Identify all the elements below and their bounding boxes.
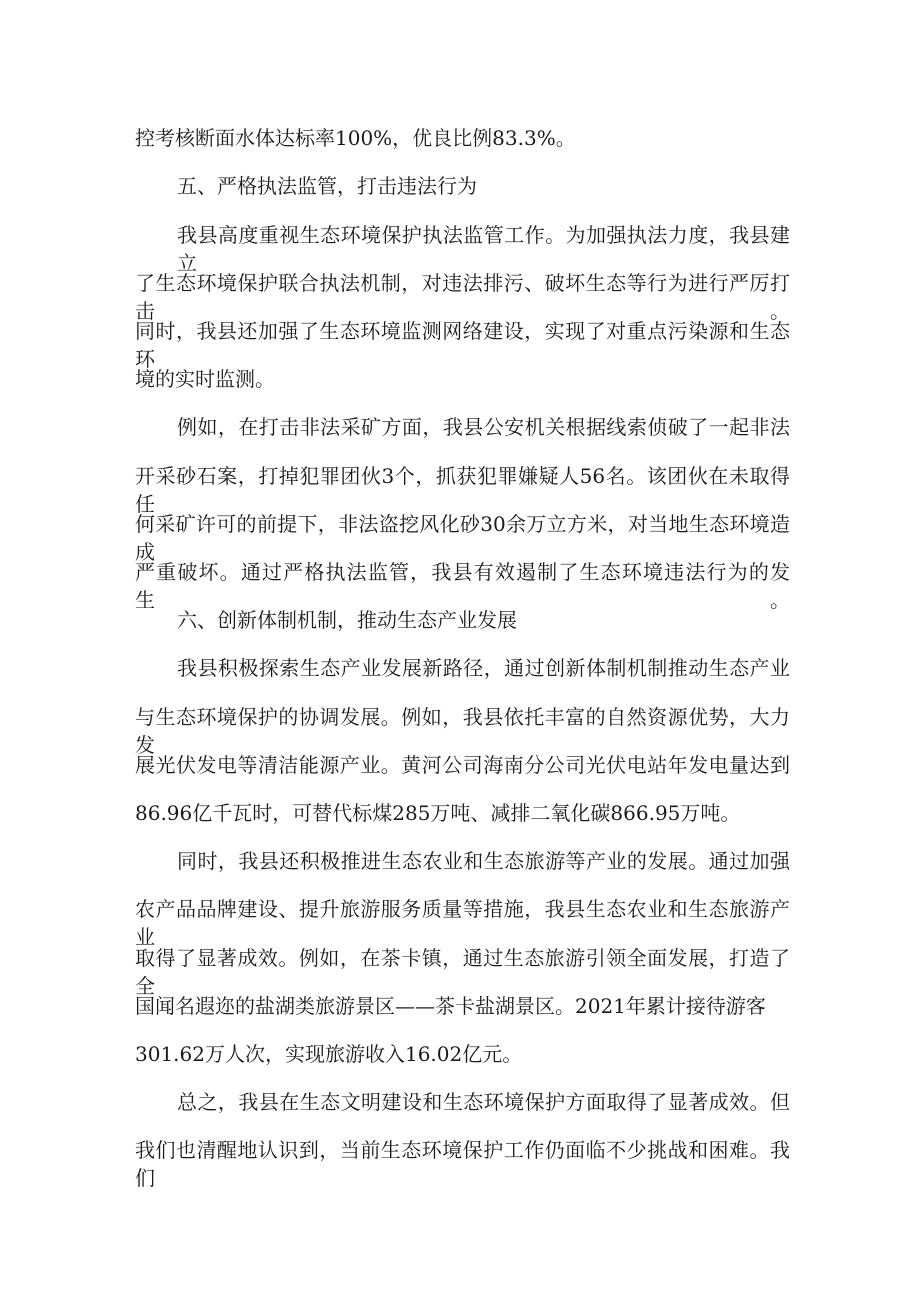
text-line-12: 我县积极探索生态产业发展新路径，通过创新体制机制推动生态产业 <box>177 656 790 680</box>
text-line-4: 了生态环境保护联合执法机制，对违法排污、破坏生态等行为进行严厉打击。 <box>135 271 790 323</box>
text-line-10: 严重破坏。通过严格执法监管，我县有效遏制了生态环境违法行为的发生。 <box>135 560 790 612</box>
text-line-5: 同时，我县还加强了生态环境监测网络建设，实现了对重点污染源和生态环 <box>135 319 790 371</box>
text-line-9: 何采矿许可的前提下，非法盗挖风化砂30余万立方米，对当地生态环境造成 <box>135 512 790 564</box>
text-line-20: 301.62万人次，实现旅游收入16.02亿元。 <box>135 1042 523 1066</box>
text-line-15: 86.96亿千瓦时，可替代标煤285万吨、减排二氧化碳866.95万吨。 <box>135 801 741 825</box>
text-line-13: 与生态环境保护的协调发展。例如，我县依托丰富的自然资源优势，大力发 <box>135 705 790 757</box>
text-line-16: 同时，我县还积极推进生态农业和生态旅游等产业的发展。通过加强 <box>177 849 790 873</box>
text-line-18: 取得了显著成效。例如，在茶卡镇，通过生态旅游引领全面发展，打造了全 <box>135 946 790 998</box>
text-line-19: 国闻名遐迩的盐湖类旅游景区——茶卡盐湖景区。2021年累计接待游客 <box>135 994 766 1018</box>
text-line-8: 开采砂石案，打掉犯罪团伙3个，抓获犯罪嫌疑人56名。该团伙在未取得任 <box>135 464 790 516</box>
text-line-17: 农产品品牌建设、提升旅游服务质量等措施，我县生态农业和生态旅游产业 <box>135 897 790 949</box>
section-heading-5: 五、严格执法监管，打击违法行为 <box>177 174 477 198</box>
text-line-21: 总之，我县在生态文明建设和生态环境保护方面取得了显著成效。但 <box>177 1090 790 1114</box>
text-line-22: 我们也清醒地认识到，当前生态环境保护工作仍面临不少挑战和困难。我们 <box>135 1138 790 1190</box>
text-line-1: 控考核断面水体达标率100%，优良比例83.3%。 <box>135 126 576 150</box>
text-line-6: 境的实时监测。 <box>135 367 275 391</box>
text-line-14: 展光伏发电等清洁能源产业。黄河公司海南分公司光伏电站年发电量达到 <box>135 753 790 777</box>
text-line-7: 例如，在打击非法采矿方面，我县公安机关根据线索侦破了一起非法 <box>177 415 790 439</box>
text-line-3: 我县高度重视生态环境保护执法监管工作。为加强执法力度，我县建立 <box>177 223 790 275</box>
section-heading-6: 六、创新体制机制，推动生态产业发展 <box>177 608 517 632</box>
